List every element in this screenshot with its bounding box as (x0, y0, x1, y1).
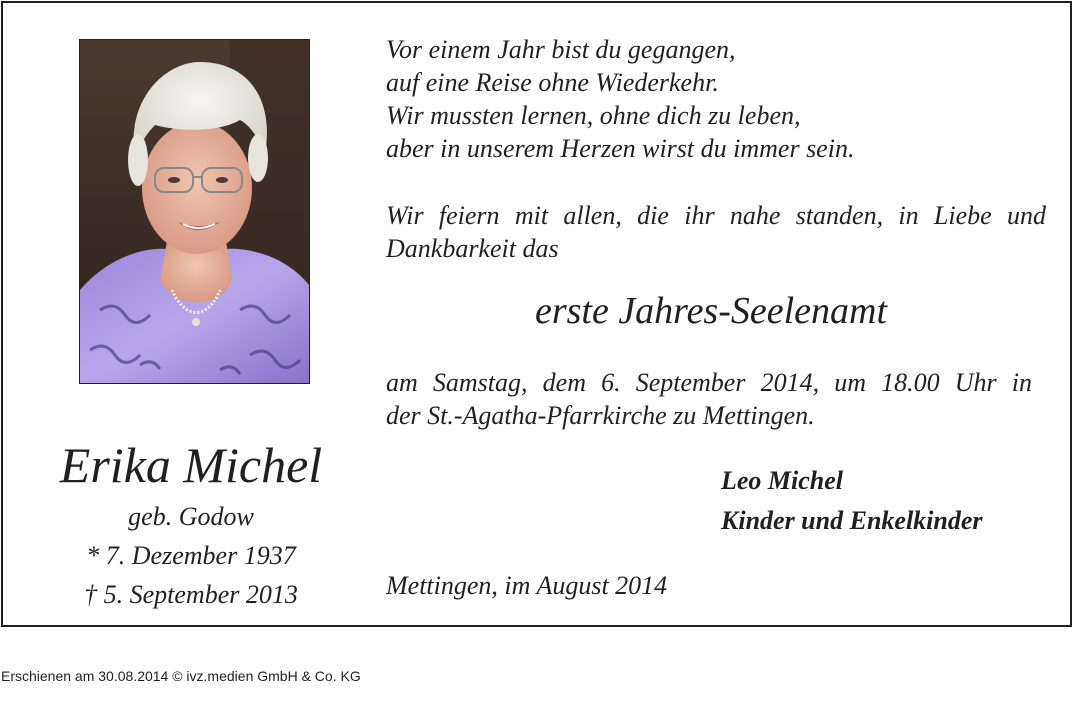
signer-name: Leo Michel (721, 466, 844, 495)
place-date: Mettingen, im August 2014 (386, 571, 668, 600)
death-date: † 5. September 2013 (84, 580, 298, 609)
signer-name: Kinder und Enkelkinder (721, 506, 983, 535)
birth-date: * 7. Dezember 1937 (86, 541, 296, 570)
notice-frame (1, 1, 1072, 627)
deceased-name: Erika Michel (59, 437, 323, 493)
memorial-poem (386, 33, 1046, 165)
invitation-text (386, 199, 1046, 265)
invitation-line: Dankbarkeit das (386, 234, 559, 263)
invitation-line: Wir feiern mit allen, die ihr nahe standen, in Liebe und (386, 201, 1046, 230)
publication-footer: Erschienen am 30.08.2014 © ivz.medien GmbH & Co. KG (1, 668, 361, 684)
service-title: erste Jahres-Seelenamt (534, 290, 888, 332)
service-details-line: der St.-Agatha-Pfarrkirche zu Mettingen. (386, 401, 815, 430)
poem-line: Vor einem Jahr bist du gegangen, (386, 35, 736, 64)
portrait-image (80, 40, 309, 383)
poem-line: aber in unserem Herzen wirst du immer sein. (386, 134, 855, 163)
signers (721, 461, 983, 541)
poem-line: Wir mussten lernen, ohne dich zu leben, (386, 101, 801, 130)
deceased-info (43, 433, 339, 614)
service-details (386, 366, 1032, 432)
poem-line: auf eine Reise ohne Wiederkehr. (386, 68, 719, 97)
portrait-photo (79, 39, 310, 384)
service-details-line: am Samstag, dem 6. September 2014, um 18.00 Uhr in (386, 368, 1032, 397)
birth-name: geb. Godow (128, 502, 254, 531)
